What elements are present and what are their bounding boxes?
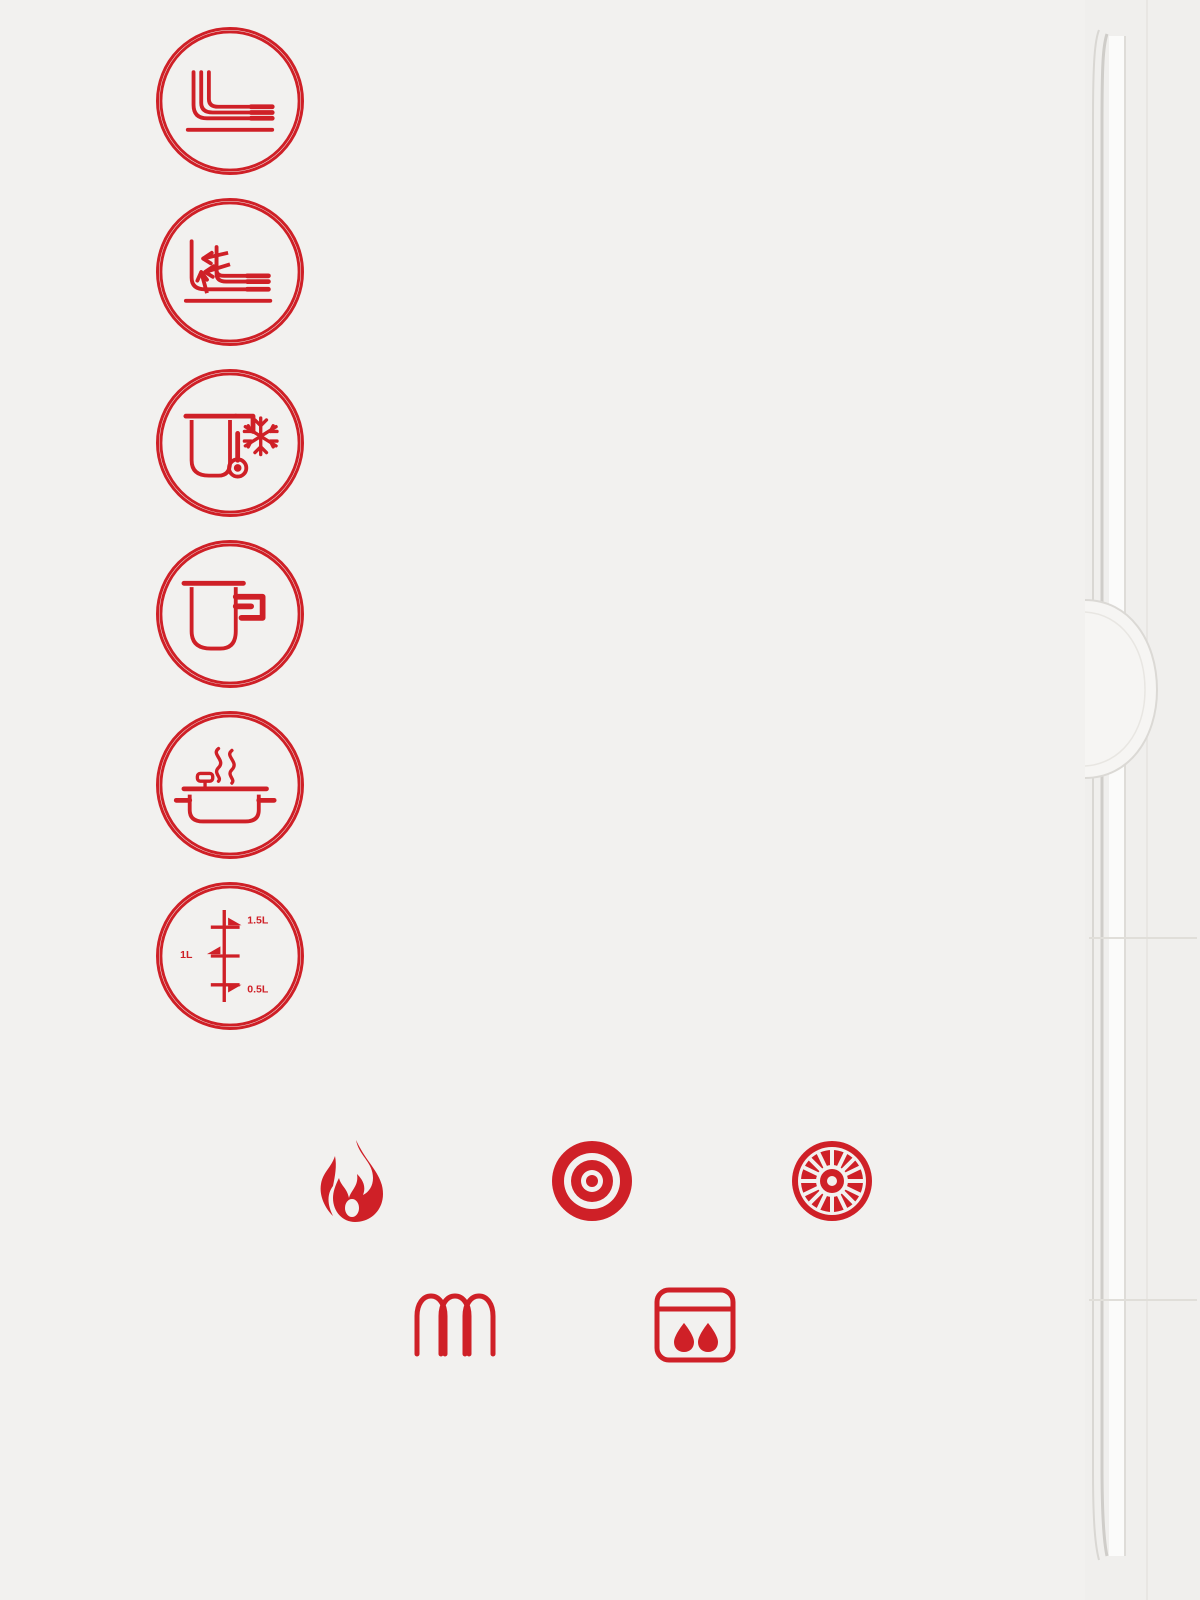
pan-seamless-body-icon — [150, 18, 310, 183]
glass-steel-lid-steam-icon — [150, 702, 310, 867]
gas-flame-icon — [232, 1135, 472, 1227]
measuring-scale-icon — [150, 873, 310, 1038]
feature-item — [150, 531, 1050, 696]
hob-item-glass-ceramic — [712, 1135, 952, 1237]
hob-item-dishwasher — [575, 1279, 815, 1381]
glass-ceramic-hob-icon — [712, 1135, 952, 1227]
hob-item-electric — [472, 1135, 712, 1237]
dishwasher-safe-icon — [575, 1279, 815, 1371]
feature-item — [150, 360, 1050, 525]
feature-item — [150, 873, 1050, 1038]
feature-item — [150, 18, 1050, 183]
hob-row-1 — [0, 1135, 1080, 1237]
feature-item — [150, 189, 1050, 354]
hob-row-2 — [0, 1279, 1080, 1381]
scale-label-top: 1.5L — [247, 913, 269, 926]
induction-coil-icon — [335, 1279, 575, 1371]
scale-label-left: 1L — [180, 948, 193, 961]
feature-list — [150, 18, 1050, 1044]
soft-touch-handle-icon — [150, 531, 310, 696]
even-heat-distribution-icon — [150, 189, 310, 354]
hob-item-induction — [335, 1279, 575, 1381]
hob-compatibility-section — [0, 1135, 1080, 1381]
scale-label-bottom: 0.5L — [247, 982, 269, 995]
electric-hob-icon — [472, 1135, 712, 1227]
feature-item — [150, 702, 1050, 867]
food-storage-fridge-icon — [150, 360, 310, 525]
hob-item-gas — [232, 1135, 472, 1237]
